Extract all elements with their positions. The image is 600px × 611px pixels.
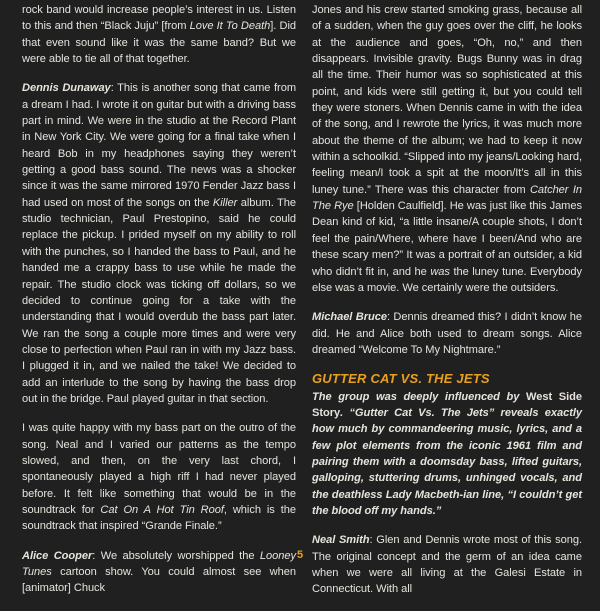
paragraph-dennis-dunaway	[22, 80, 296, 407]
text: The group was deeply influenced by	[312, 390, 527, 403]
text: album. The studio technician, Paul Prestopino, said he could replace the pickup. I prided myself on my ability to roll with the punches, so I handed the bass to Paul, and he handed me a crappy bass to use while he made the repair. The studio clock was ticking off dollars, so we decided to continue going for a take with the understanding that I would overdub the bass part later. We ran the song a couple more times and were very close to perfection when Paul ran in with my Jazz bass. I plugged it in, and we nailed the take! We decided to add an interlude to the song by having the bass drop out in the bridge. Paul played guitar in that section.	[22, 196, 297, 405]
text: Jones and his crew started smoking grass, because all of a sudden, when the guy goes over the cliff, he looks at the audience and goes, “Oh, no,” and then disappears. Invisible gravity. Bugs Bunny was in drag all the time. Their humor was so sophisticated at this point, and kids were still getting it, but you could tell they were stoners. When Dennis came in with the idea of the song, and I rewrote the lyrics, it was much more about the theme of the album; we had to keep it now within a schoolkid. “Slipped into my jeans/Looking hard, feeling mean/I took a spit at the moon/It’s all in this luney tune.” There was this character from	[312, 4, 582, 196]
film-title: West Side Story	[312, 390, 582, 419]
text: : We absolutely worshipped the	[92, 549, 260, 562]
paragraph-black-juju	[22, 2, 296, 67]
text: : This is another song that came from a dream I had. I wrote it on guitar but with a driving bass part in mind. We were in the studio at the Record Plant in New York City. We were going for a final take when I heard Bob in my headphones saying they weren’t getting a good bass sound. The news was a shocker since it was the same mirrored 1970 Fender Jazz bass I had used on most of the songs on the	[22, 82, 297, 209]
text: : Glen and Dennis wrote most of this song. The original concept and the germ of an idea came when we were all living at the Galesi Estate in Connecticut. With all	[312, 534, 582, 596]
text: cartoon show. You could almost see when [animator] Chuck	[22, 566, 296, 595]
speaker-name: Alice Cooper	[22, 549, 93, 562]
section-intro	[312, 389, 582, 520]
speaker-name: Dennis Dunaway	[22, 82, 111, 95]
text: the luney tune. Everybody else was a movie. We certainly were the outsiders.	[312, 265, 582, 294]
paragraph-neal-smith	[312, 532, 582, 597]
text: rock band would increase people’s interest in us. Listen to this and then “Black Juju” [from	[22, 4, 296, 33]
text: . “Gutter Cat Vs. The Jets” reveals exactly how much by commandeering music, lyrics, and a few plot elements from the iconic 1961 film and pairing them with a doomsday bass, lifted guitars, galloping, stuttering drums, unhinged vocals, and the deathless Lady Macbeth-ian line, “I couldn’t get the blood off my hands.”	[312, 406, 582, 517]
book-title: Catcher In The Rye	[312, 183, 582, 213]
album-title: Killer	[212, 196, 238, 209]
album-title: Love It To Death	[189, 20, 271, 33]
section-heading: GUTTER CAT VS. THE JETS	[312, 371, 490, 387]
paragraph-bass-outro	[22, 420, 296, 534]
speaker-name: Michael Bruce	[312, 311, 387, 324]
paragraph-michael-bruce	[312, 309, 582, 358]
paragraph-looney-tunes	[312, 2, 582, 296]
text: [Holden Caulfield]. He was just like this James Dean kind of kid, “a little insane/A couple shots, I don’t feel the pain/Where, where have I been/And who are these scary men?” It was a portrait of an outsider, a kid who didn’t fit in, and he	[312, 200, 582, 278]
text: , which is the soundtrack that inspired “Grande Finale.”	[22, 503, 296, 533]
page-number: 5	[296, 549, 304, 561]
text: ]. Did that even sound like it was the same band? But we were able to tie all of that together.	[22, 20, 296, 66]
left-column	[22, 2, 296, 610]
emphasis: was	[430, 265, 450, 278]
text: I was quite happy with my bass part on the outro of the song. Neal and I varied our patterns as the tempo slowed, and then, on the very last chord, I spontaneously played a high riff I had never played before. It felt like something that would be in the soundtrack for	[22, 422, 296, 516]
right-column	[312, 2, 582, 611]
speaker-name: Neal Smith	[312, 534, 370, 547]
text: : Dennis dreamed this? I didn’t know he did. He and Alice both used to dream songs. Alice dreamed “Welcome To My Nightmare.”	[312, 311, 582, 356]
show-title: Looney Tunes	[22, 549, 297, 578]
film-title: Cat On A Hot Tin Roof	[100, 503, 224, 516]
